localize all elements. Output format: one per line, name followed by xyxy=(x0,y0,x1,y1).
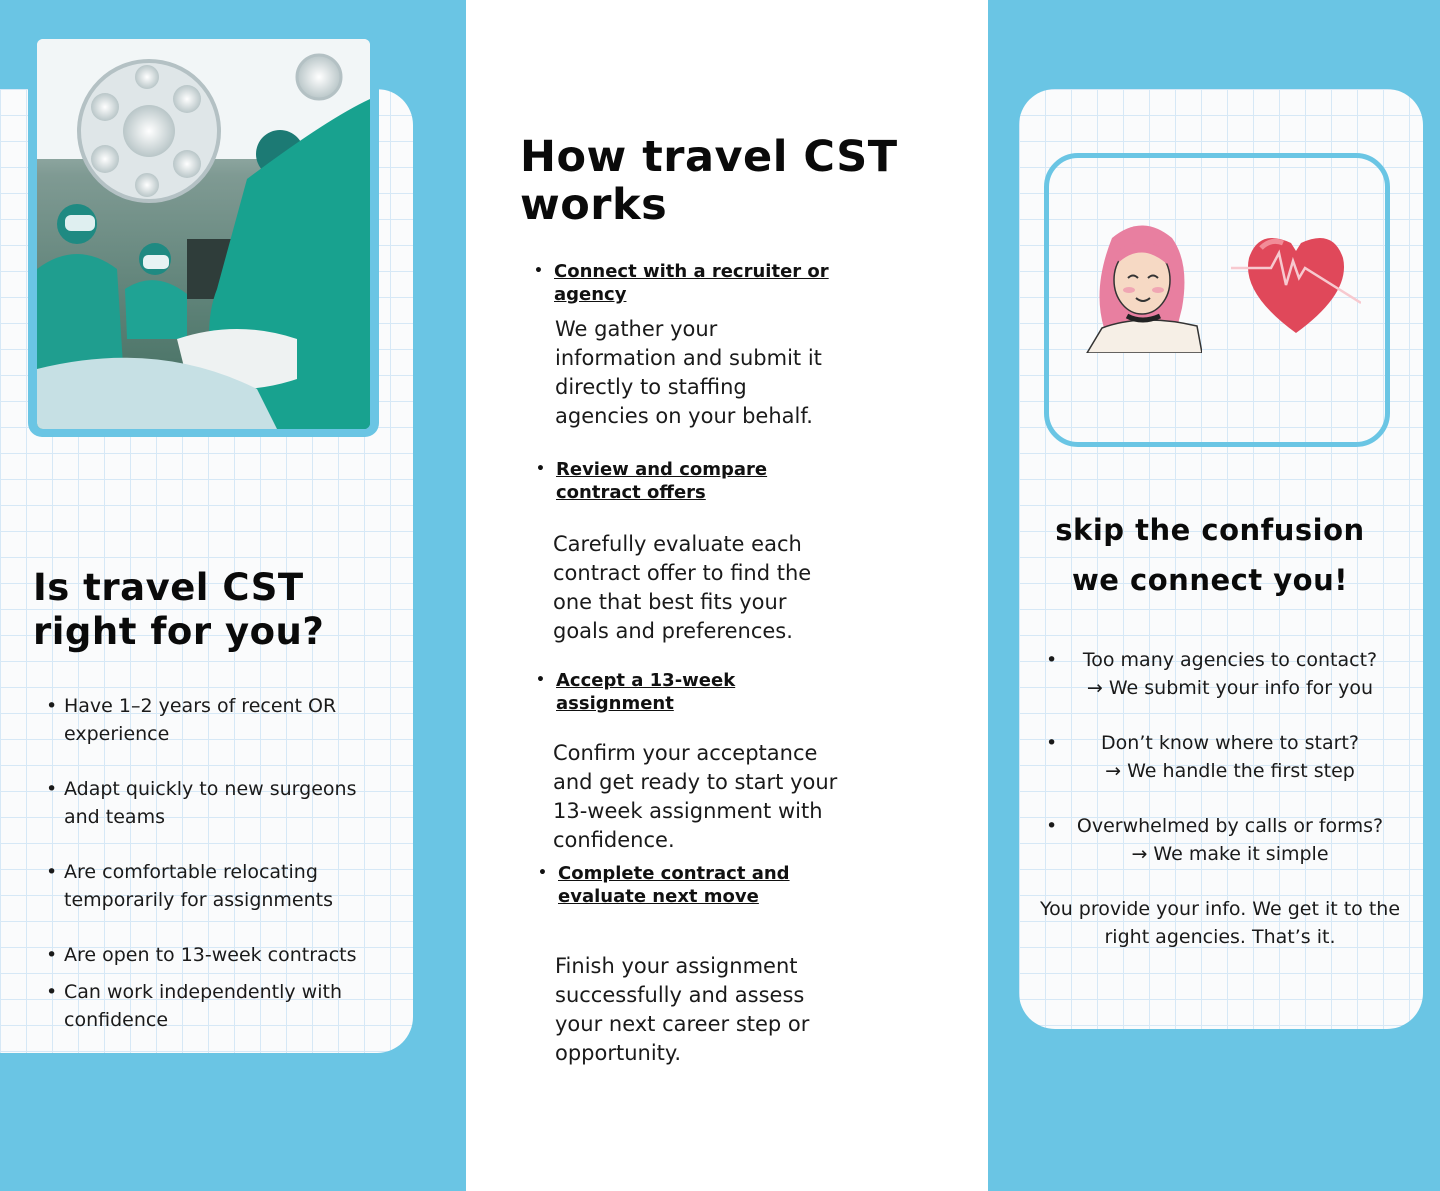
right-title-line1: skip the confusion xyxy=(1055,513,1365,547)
problem-answer: → We submit your info for you xyxy=(1086,677,1374,699)
list-item: • Adapt quickly to new surgeons and teams xyxy=(46,775,366,831)
problem-answer: → We handle the first step xyxy=(1105,760,1355,782)
step-body-3: Confirm your acceptance and get ready to start your 13-week assignment with confidence. xyxy=(553,741,838,852)
step-body-2: Carefully evaluate each contract offer to find the one that best fits your goals and preferences. xyxy=(553,532,812,643)
list-item xyxy=(1044,812,1416,868)
bullet-icon: • xyxy=(538,865,547,881)
person-icon xyxy=(1082,218,1202,353)
left-title: Is travel CST right for you? xyxy=(33,566,325,653)
step-heading-4: • Complete contract and evaluate next move xyxy=(538,863,790,907)
middle-title: How travel CST works xyxy=(520,132,898,230)
bullet-icon: • xyxy=(536,672,545,688)
step-heading-1: • Connect with a recruiter or agency xyxy=(534,261,829,305)
list-item: • Can work independently with confidence xyxy=(46,978,366,1034)
right-footer: You provide your info. We get it to the right agencies. That’s it. xyxy=(1039,898,1401,948)
illustration-frame xyxy=(1044,153,1390,447)
problems-list xyxy=(1044,646,1416,895)
bullet-icon: • xyxy=(536,461,545,477)
step-heading-2: • Review and compare contract offers xyxy=(536,459,768,503)
list-item: • Have 1–2 years of recent OR experience xyxy=(46,692,366,748)
surgery-photo xyxy=(37,39,370,429)
problem-answer: → We make it simple xyxy=(1131,843,1329,865)
right-title-line2: we connect you! xyxy=(1072,563,1348,597)
bullet-icon: • xyxy=(534,263,543,279)
list-item xyxy=(1044,729,1416,785)
step-body-1: We gather your information and submit it directly to staffing agencies on your behalf. xyxy=(555,317,822,428)
list-item xyxy=(1044,646,1416,702)
problem-question: • Too many agencies to contact? xyxy=(1082,649,1378,671)
surgery-photo-frame xyxy=(28,31,379,437)
step-heading-3: • Accept a 13-week assignment xyxy=(536,670,736,714)
requirements-list xyxy=(46,692,366,1034)
problem-question: • Don’t know where to start? xyxy=(1101,732,1359,754)
list-item: • Are comfortable relocating temporarily for assignments xyxy=(46,858,366,914)
list-item: • Are open to 13-week contracts xyxy=(46,941,366,969)
step-body-4: Finish your assignment successfully and assess your next career step or opportunity. xyxy=(555,954,810,1065)
heart-icon xyxy=(1231,223,1361,343)
problem-question: • Overwhelmed by calls or forms? xyxy=(1076,815,1384,837)
